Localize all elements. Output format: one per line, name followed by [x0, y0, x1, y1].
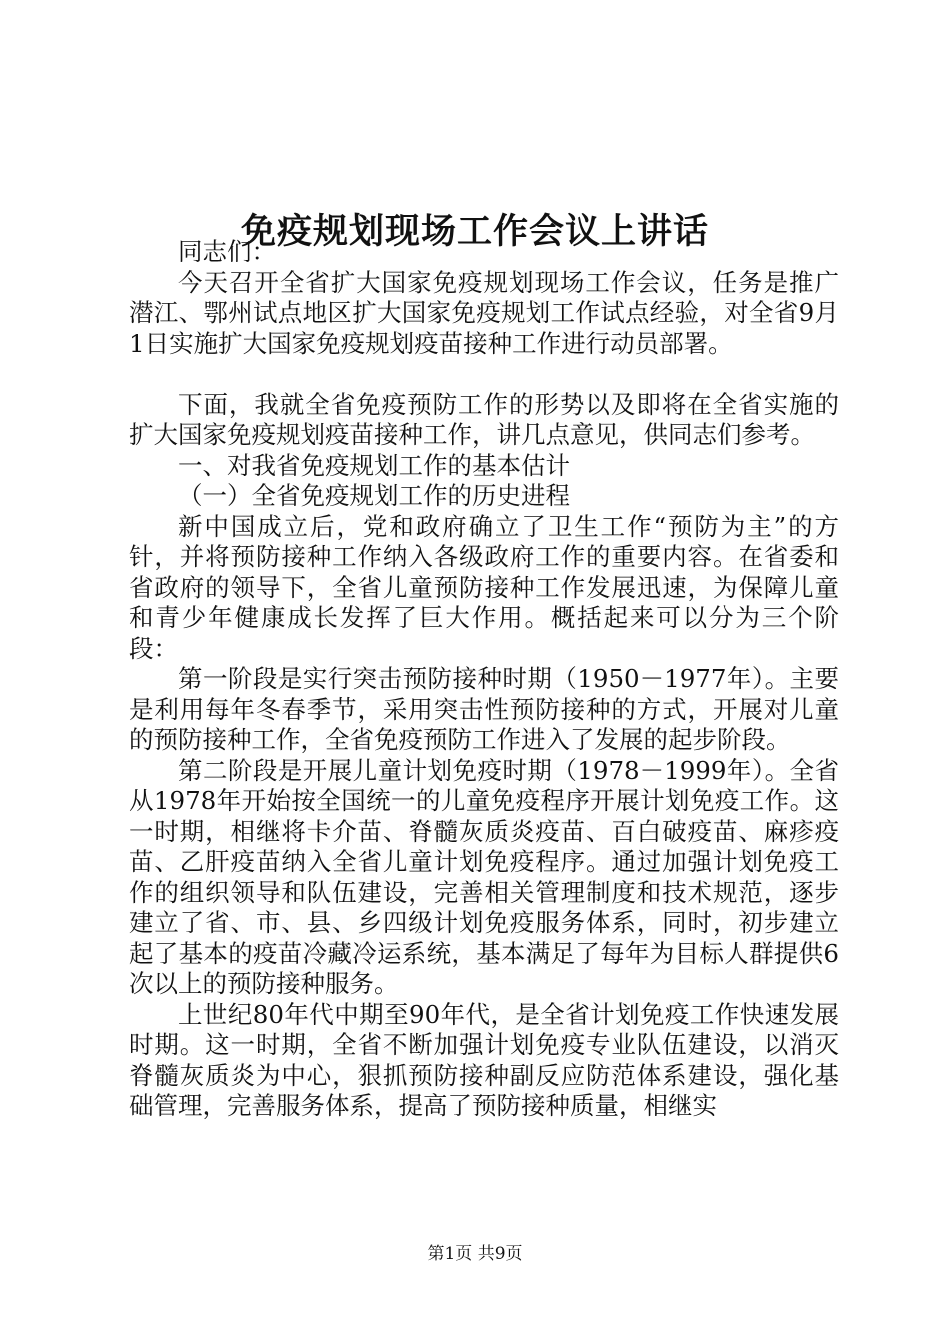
subsection-heading: （一）全省免疫规划工作的历史进程 — [178, 481, 570, 510]
page-number: 第1页 共9页 — [427, 1244, 523, 1264]
paragraph-outline: 下面，我就全省免疫预防工作的形势以及即将在全省实施的扩大国家免疫规划疫苗接种工作，讲几点意见，供同志们参考。 — [129, 389, 839, 449]
paragraph-stage-two: 第二阶段是开展儿童计划免疫时期（1978－1999年）。全省从1978年开始按全国统一的儿童免疫程序开展计划免疫工作。这一时期，相继将卡介苗、脊髓灰质炎疫苗、百白破疫苗、麻疹疫苗、乙肝疫苗纳入全省儿童计划免疫程序。通过加强计划免疫工作的组织领导和队伍建设，完善相关管理制度和技术规范，逐步建立了省、市、县、乡四级计划免疫服务体系，同时，初步建立起了基本的疫苗冷藏冷运系统，基本满足了每年为目标人群提供6次以上的预防接种服务。 — [129, 755, 839, 998]
section-heading: 一、对我省免疫规划工作的基本估计 — [178, 450, 570, 480]
paragraph-stage-one: 第一阶段是实行突击预防接种时期（1950－1977年）。主要是利用每年冬春季节，采用突击性预防接种的方式，开展对儿童的预防接种工作，全省免疫预防工作进入了发展的起步阶段。 — [129, 664, 839, 754]
paragraph-development: 上世纪80年代中期至90年代，是全省计划免疫工作快速发展时期。这一时期，全省不断加强计划免疫专业队伍建设，以消灭脊髓灰质炎为中心，狠抓预防接种副反应防范体系建设，强化基础管理，完善服务体系，提高了预防接种质量，相继实 — [129, 999, 839, 1120]
page-title: 免疫规划现场工作会议上讲话 — [240, 211, 709, 253]
paragraph-history: 新中国成立后，党和政府确立了卫生工作“预防为主”的方针，并将预防接种工作纳入各级政府工作的重要内容。在省委和省政府的领导下，全省儿童预防接种工作发展迅速，为保障儿童和青少年健康成长发挥了巨大作用。概括起来可以分为三个阶段： — [129, 511, 839, 663]
paragraph-intro: 今天召开全省扩大国家免疫规划现场工作会议，任务是推广潜江、鄂州试点地区扩大国家免疫规划工作试点经验，对全省9月1日实施扩大国家免疫规划疫苗接种工作进行动员部署。 — [129, 267, 839, 358]
document-body — [129, 237, 839, 1122]
salutation: 同志们： — [178, 237, 276, 266]
